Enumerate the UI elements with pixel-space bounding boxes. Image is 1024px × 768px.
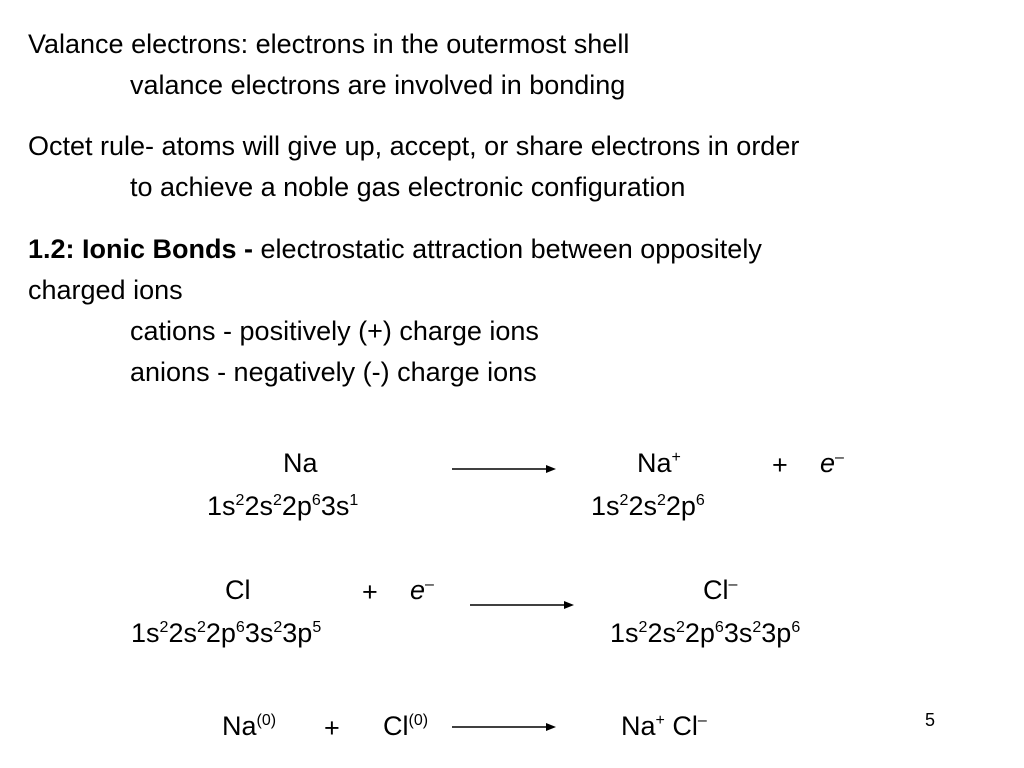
octet-rule-definition: Octet rule- atoms will give up, accept, or share electrons in order <box>28 131 800 161</box>
orbital-occupancy: 5 <box>312 619 322 636</box>
reaction1-product-config <box>591 490 705 527</box>
orbital-occupancy: 2 <box>656 492 666 509</box>
reaction2-reactant-config <box>131 617 321 654</box>
config <box>591 491 705 521</box>
reaction2-product: Cl– <box>703 575 738 605</box>
reaction1-product: Na+ <box>637 448 681 478</box>
orbital-label: 3p <box>761 618 792 648</box>
orbital-label: 3s <box>320 491 350 521</box>
reaction1-plus: + <box>772 450 788 480</box>
reaction2-reactant: Cl <box>225 575 251 605</box>
orbital-label: 3p <box>282 618 313 648</box>
reaction1-electron: e– <box>820 448 844 478</box>
orbital-label: 3s <box>723 618 753 648</box>
ionic-bonds-continuation: charged ions <box>28 275 183 305</box>
orbital-occupancy: 2 <box>752 619 762 636</box>
page-number: 5 <box>925 710 936 730</box>
valence-bonding-note: valance electrons are involved in bonding <box>130 70 626 100</box>
anions-definition: anions - negatively (-) charge ions <box>130 357 537 387</box>
orbital-occupancy: 6 <box>311 492 321 509</box>
orbital-label: 1s <box>131 618 160 648</box>
orbital-label: 2s <box>244 491 273 521</box>
orbital-label: 2p <box>684 618 715 648</box>
reaction2-plus: + <box>362 577 378 607</box>
reaction1-arrow <box>452 464 556 474</box>
orbital-occupancy: 2 <box>196 619 206 636</box>
orbital-occupancy: 2 <box>272 492 282 509</box>
config <box>610 618 800 648</box>
orbital-occupancy: 2 <box>159 619 169 636</box>
orbital-occupancy: 2 <box>619 492 629 509</box>
reaction3-arrow <box>452 722 556 732</box>
orbital-occupancy: 2 <box>638 619 648 636</box>
orbital-label: 2p <box>205 618 236 648</box>
orbital-occupancy: 2 <box>675 619 685 636</box>
reaction3-reactant-cl: Cl$^{(0)}$ <box>383 711 429 741</box>
orbital-occupancy: 2 <box>273 619 283 636</box>
reaction3-reactant-na: Na$^{(0)}$ <box>222 711 277 741</box>
orbital-occupancy: 6 <box>695 492 705 509</box>
orbital-label: 1s <box>591 491 620 521</box>
orbital-occupancy: 6 <box>791 619 801 636</box>
reaction2-arrow <box>470 600 574 610</box>
config <box>131 618 321 648</box>
orbital-label: 2s <box>647 618 676 648</box>
ionic-bonds-title: 1.2: Ionic Bonds - <box>28 234 254 264</box>
reaction3-plus: + <box>324 713 340 743</box>
reaction1-reactant: Na <box>283 448 318 478</box>
orbital-label: 2p <box>665 491 696 521</box>
orbital-occupancy: 2 <box>235 492 245 509</box>
orbital-label: 3s <box>244 618 274 648</box>
reaction2-electron: e– <box>410 575 434 605</box>
ionic-bonds-heading <box>28 233 762 265</box>
reaction3-product: Na+ Cl– <box>621 711 707 741</box>
config <box>207 491 358 521</box>
orbital-label: 1s <box>207 491 236 521</box>
orbital-label: 2p <box>281 491 312 521</box>
orbital-label: 2s <box>168 618 197 648</box>
orbital-label: 2s <box>628 491 657 521</box>
valence-definition: Valance electrons: electrons in the outermost shell <box>28 29 630 59</box>
reaction1-reactant-config <box>207 490 358 527</box>
cations-definition: cations - positively (+) charge ions <box>130 316 539 346</box>
octet-rule-continuation: to achieve a noble gas electronic configuration <box>130 172 686 202</box>
orbital-label: 1s <box>610 618 639 648</box>
ionic-bonds-definition: electrostatic attraction between oppositely <box>253 234 762 264</box>
orbital-occupancy: 6 <box>235 619 245 636</box>
orbital-occupancy: 1 <box>349 492 359 509</box>
reaction2-product-config <box>610 617 800 654</box>
orbital-occupancy: 6 <box>714 619 724 636</box>
